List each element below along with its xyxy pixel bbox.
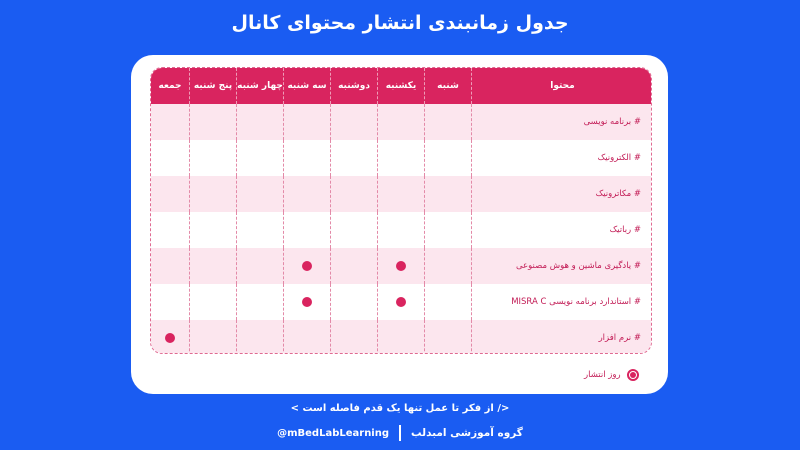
schedule-cell	[236, 140, 283, 176]
header-friday: جمعه	[151, 68, 189, 104]
schedule-cell	[236, 212, 283, 248]
header-thursday: پنج شنبه	[189, 68, 236, 104]
schedule-cell	[377, 320, 424, 354]
schedule-cell	[189, 140, 236, 176]
schedule-cell	[424, 176, 471, 212]
schedule-cell	[283, 176, 330, 212]
header-content: محتوا	[471, 68, 652, 104]
schedule-table	[150, 67, 652, 354]
schedule-cell	[151, 212, 189, 248]
schedule-cell	[377, 248, 424, 284]
publish-dot-icon	[396, 261, 406, 271]
schedule-cell	[189, 212, 236, 248]
schedule-cell	[189, 248, 236, 284]
schedule-cell	[283, 320, 330, 354]
schedule-cell	[377, 284, 424, 320]
schedule-cell	[377, 176, 424, 212]
publish-dot-icon	[396, 297, 406, 307]
schedule-cell	[236, 284, 283, 320]
schedule-cell	[151, 284, 189, 320]
topic-cell: # الکترونیک	[471, 140, 652, 176]
schedule-cell	[283, 104, 330, 140]
footer-divider	[399, 425, 401, 441]
schedule-cell	[424, 104, 471, 140]
schedule-cell	[330, 104, 377, 140]
schedule-cell	[283, 212, 330, 248]
schedule-cell	[283, 284, 330, 320]
schedule-cell	[424, 212, 471, 248]
schedule-cell	[189, 104, 236, 140]
publish-dot-icon	[627, 369, 639, 381]
topic-cell: # یادگیری ماشین و هوش مصنوعی	[471, 248, 652, 284]
schedule-cell	[151, 248, 189, 284]
footer	[0, 425, 800, 441]
schedule-grid	[151, 68, 652, 354]
legend-label: روز انتشار	[584, 370, 621, 380]
schedule-cell	[424, 320, 471, 354]
schedule-cell	[236, 104, 283, 140]
group-name: گروه آموزشی امبدلب	[411, 427, 523, 439]
schedule-cell	[424, 284, 471, 320]
legend	[584, 369, 639, 381]
schedule-cell	[330, 140, 377, 176]
schedule-cell	[424, 140, 471, 176]
schedule-cell	[377, 212, 424, 248]
schedule-cell	[189, 320, 236, 354]
tagline: </ از فکر تا عمل تنها یک قدم فاصله است >	[290, 403, 510, 414]
publish-dot-icon	[302, 261, 312, 271]
schedule-cell	[189, 284, 236, 320]
schedule-cell	[189, 176, 236, 212]
schedule-cell	[330, 284, 377, 320]
header-wednesday: چهار شنبه	[236, 68, 283, 104]
topic-cell: # برنامه نویسی	[471, 104, 652, 140]
publish-dot-icon	[165, 333, 175, 343]
schedule-cell	[236, 320, 283, 354]
topic-cell: # رباتیک	[471, 212, 652, 248]
header-sunday: یکشنبه	[377, 68, 424, 104]
schedule-cell	[330, 248, 377, 284]
schedule-cell	[377, 104, 424, 140]
header-monday: دوشنبه	[330, 68, 377, 104]
schedule-cell	[151, 104, 189, 140]
header-tuesday: سه شنبه	[283, 68, 330, 104]
schedule-cell	[151, 140, 189, 176]
social-handle: @mBedLabLearning	[277, 427, 390, 439]
schedule-cell	[377, 140, 424, 176]
topic-cell: # نرم افزار	[471, 320, 652, 354]
header-saturday: شنبه	[424, 68, 471, 104]
schedule-cell	[330, 320, 377, 354]
topic-cell: # استاندارد برنامه نویسی MISRA C	[471, 284, 652, 320]
schedule-cell	[151, 176, 189, 212]
schedule-cell	[424, 248, 471, 284]
schedule-cell	[236, 248, 283, 284]
schedule-cell	[151, 320, 189, 354]
page-title: جدول زمانبندی انتشار محتوای کانال	[231, 12, 569, 34]
schedule-cell	[236, 176, 283, 212]
schedule-cell	[283, 248, 330, 284]
schedule-cell	[330, 212, 377, 248]
schedule-cell	[330, 176, 377, 212]
publish-dot-icon	[302, 297, 312, 307]
schedule-cell	[283, 140, 330, 176]
topic-cell: # مکاترونیک	[471, 176, 652, 212]
